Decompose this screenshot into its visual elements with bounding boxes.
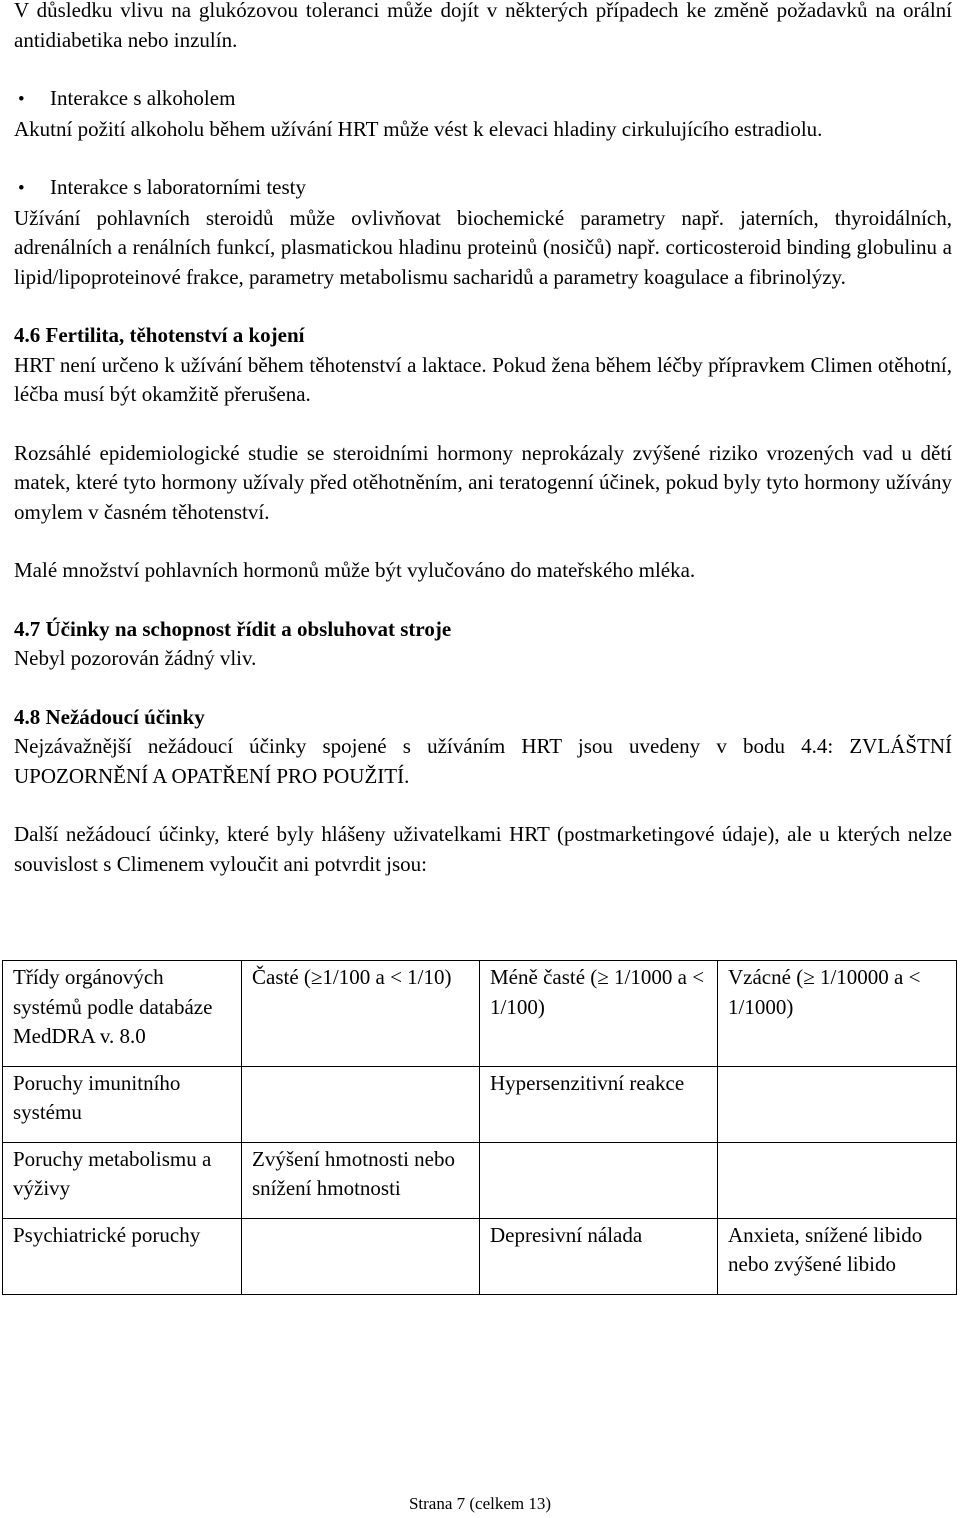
table-header-row <box>3 961 957 1067</box>
paragraph-4-8-other: Další nežádoucí účinky, které byly hlášeny uživatelkami HRT (postmarketingové údaje), ale u kterých nelze souvislost s Climenem vyloučit ani potvrdit jsou: <box>14 822 952 876</box>
table-cell: Hypersenzitivní reakce <box>480 1066 718 1142</box>
paragraph-4-7: Nebyl pozorován žádný vliv. <box>14 646 257 670</box>
page-footer: Strana 7 (celkem 13) <box>408 1494 552 1513</box>
table-cell: Poruchy imunitního systému <box>3 1066 242 1142</box>
table-row <box>3 1142 957 1218</box>
table-cell: Psychiatrické poruchy <box>3 1218 242 1294</box>
table-header-cell: Vzácné (≥ 1/10000 a < 1/1000) <box>718 961 957 1067</box>
bullet-icon: • <box>18 89 25 110</box>
heading-4-8: 4.8 Nežádoucí účinky <box>14 704 205 729</box>
table-cell <box>242 1218 480 1294</box>
paragraph-lab-tests: Užívání pohlavních steroidů může ovlivňovat biochemické parametry např. jaterních, thyroidálních, adrenálních a renálních funkcí, plasmatickou hladinu proteinů (nosičů) např. corticosteroid binding globulinu a lipid/lipoproteinové frakce, parametry metabolismu sacharidů a parametry koagulace a fibrinolýzy. <box>14 205 952 289</box>
table-row <box>3 1066 957 1142</box>
paragraph-4-6: HRT není určeno k užívání během těhotenství a laktace. Pokud žena během léčby přípravkem Climen otěhotní, léčba musí být okamžitě přerušena. <box>14 352 952 406</box>
bullet-lab-tests <box>14 173 952 204</box>
bullet-alcohol-title: Interakce s alkoholem <box>50 86 236 110</box>
table-header-cell: Méně časté (≥ 1/1000 a < 1/100) <box>480 961 718 1067</box>
table-row <box>3 1218 957 1294</box>
adverse-effects-table <box>2 960 957 1295</box>
paragraph-4-8: Nejzávažnější nežádoucí účinky spojené s užíváním HRT jsou uvedeny v bodu 4.4: ZVLÁŠTNÍ UPOZORNĚNÍ A OPATŘENÍ PRO POUŽITÍ. <box>14 734 952 788</box>
heading-4-7: 4.7 Účinky na schopnost řídit a obsluhovat stroje <box>14 616 452 641</box>
table-cell <box>480 1142 718 1218</box>
paragraph-glucose: V důsledku vlivu na glukózovou toleranci může dojít v některých případech ke změně požadavků na orální antidiabetika nebo inzulín. <box>14 0 952 52</box>
table-header-cell: Třídy orgánových systémů podle databáze MedDRA v. 8.0 <box>3 961 242 1067</box>
bullet-lab-tests-title: Interakce s laboratorními testy <box>50 175 306 199</box>
table-cell <box>242 1066 480 1142</box>
bullet-alcohol <box>14 84 952 115</box>
paragraph-4-6-studies: Rozsáhlé epidemiologické studie se steroidními hormony neprokázaly zvýšené riziko vrozených vad u dětí matek, které tyto hormony užívaly před otěhotněním, ani teratogenní účinek, pokud byly tyto hormony užívány omylem v časném těhotenství. <box>14 440 952 524</box>
table-cell <box>718 1066 957 1142</box>
paragraph-4-6-milk: Malé množství pohlavních hormonů může být vylučováno do mateřského mléka. <box>14 558 696 582</box>
table-cell <box>718 1142 957 1218</box>
bullet-icon: • <box>18 178 25 199</box>
heading-4-6: 4.6 Fertilita, těhotenství a kojení <box>14 323 305 347</box>
table-cell: Depresivní nálada <box>480 1218 718 1294</box>
table-cell: Poruchy metabolismu a výživy <box>3 1142 242 1218</box>
table-cell: Zvýšení hmotnosti nebo snížení hmotnosti <box>242 1142 480 1218</box>
document-body <box>14 0 952 879</box>
table-cell: Anxieta, snížené libido nebo zvýšené libido <box>718 1218 957 1294</box>
table-header-cell: Časté (≥1/100 a < 1/10) <box>242 961 480 1067</box>
paragraph-alcohol: Akutní požití alkoholu během užívání HRT může vést k elevaci hladiny cirkulujícího estradiolu. <box>14 116 823 141</box>
